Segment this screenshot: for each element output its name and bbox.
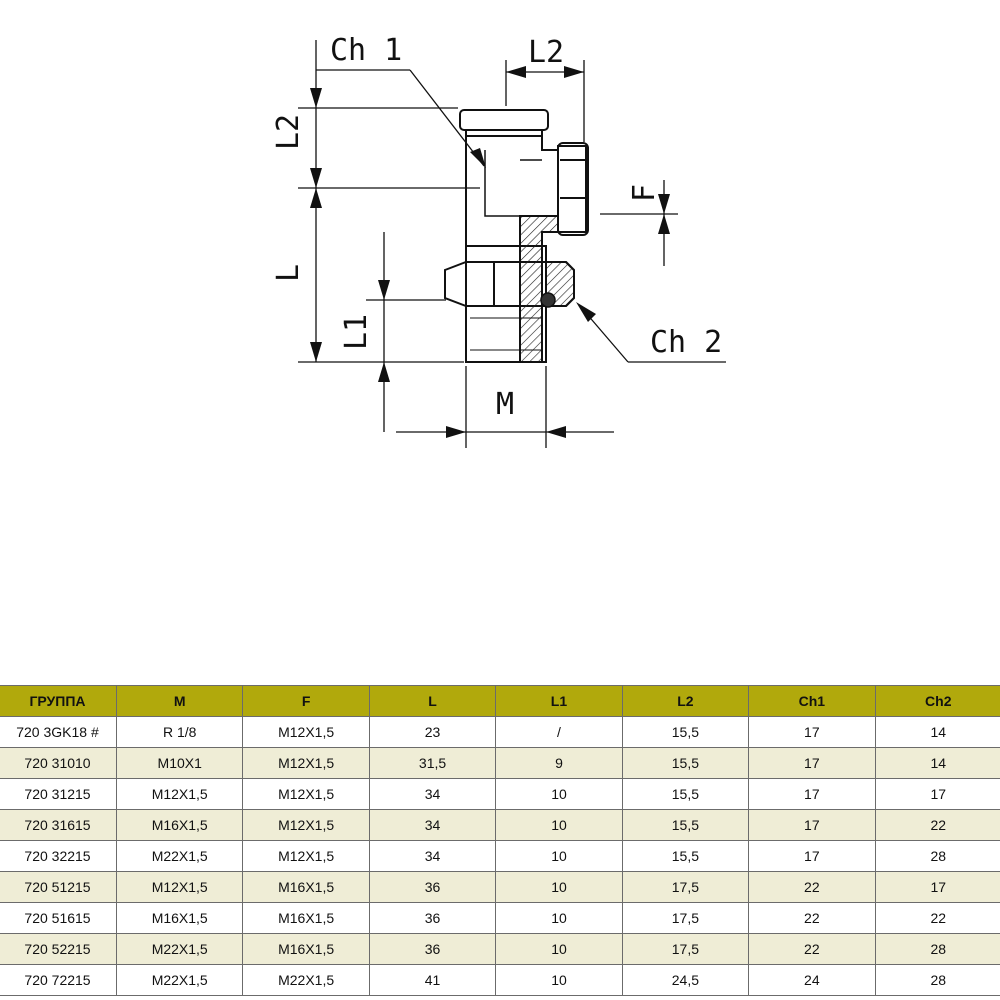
table-body	[0, 717, 1000, 996]
table-cell: M22X1,5	[243, 965, 369, 996]
table-header	[0, 686, 1000, 717]
table-cell: 17	[749, 841, 875, 872]
table-cell: 34	[369, 779, 495, 810]
column-header: ГРУППА	[0, 686, 117, 717]
table-cell: 17,5	[622, 934, 748, 965]
table-cell: 720 51215	[0, 872, 117, 903]
table-cell: 720 72215	[0, 965, 117, 996]
table-cell: 720 31215	[0, 779, 117, 810]
table-cell: 22	[749, 903, 875, 934]
table-cell: 17	[749, 748, 875, 779]
column-header: Ch1	[749, 686, 875, 717]
table-cell: 34	[369, 841, 495, 872]
f-label: F	[627, 183, 662, 202]
table-row	[0, 717, 1000, 748]
table-cell: M16X1,5	[243, 903, 369, 934]
table-cell: 15,5	[622, 748, 748, 779]
table-cell: 9	[496, 748, 622, 779]
table-cell: M12X1,5	[243, 748, 369, 779]
table-cell: M10X1	[117, 748, 243, 779]
table-row	[0, 779, 1000, 810]
table-cell: 31,5	[369, 748, 495, 779]
table-cell: 14	[875, 748, 1000, 779]
table-cell: M12X1,5	[117, 779, 243, 810]
table-cell: M12X1,5	[117, 872, 243, 903]
table-cell: 720 3GK18 #	[0, 717, 117, 748]
table-cell: 10	[496, 903, 622, 934]
table-cell: 10	[496, 779, 622, 810]
table-cell: 24	[749, 965, 875, 996]
table-cell: 10	[496, 810, 622, 841]
table-cell: M12X1,5	[243, 717, 369, 748]
dimension-arrows	[310, 66, 670, 438]
table-cell: 720 51615	[0, 903, 117, 934]
column-header: L1	[496, 686, 622, 717]
table-cell: 15,5	[622, 779, 748, 810]
column-header: L2	[622, 686, 748, 717]
table-cell: M12X1,5	[243, 841, 369, 872]
table-cell: 15,5	[622, 841, 748, 872]
fitting-technical-drawing	[0, 0, 1000, 470]
m-label: M	[496, 387, 515, 422]
l1-label: L1	[339, 313, 374, 350]
table-cell: 10	[496, 841, 622, 872]
table-cell: 22	[749, 872, 875, 903]
table-cell: 17	[749, 779, 875, 810]
ch1-label: Ch 1	[330, 33, 403, 68]
table-cell: M12X1,5	[243, 810, 369, 841]
column-header: F	[243, 686, 369, 717]
l2-left-label: L2	[271, 113, 306, 150]
table-cell: 28	[875, 934, 1000, 965]
table-cell: 36	[369, 903, 495, 934]
table-row	[0, 965, 1000, 996]
table-row	[0, 810, 1000, 841]
table-cell: 15,5	[622, 717, 748, 748]
table-cell: 15,5	[622, 810, 748, 841]
column-header: M	[117, 686, 243, 717]
table-cell: 41	[369, 965, 495, 996]
l2-top-label: L2	[528, 35, 565, 70]
table-row	[0, 872, 1000, 903]
table-cell: 34	[369, 810, 495, 841]
table-cell: 17,5	[622, 903, 748, 934]
table-cell: 720 32215	[0, 841, 117, 872]
table-cell: 10	[496, 965, 622, 996]
table-cell: 10	[496, 872, 622, 903]
table-cell: 17,5	[622, 872, 748, 903]
table-cell: M22X1,5	[117, 934, 243, 965]
table-cell: 23	[369, 717, 495, 748]
table-cell: 720 31010	[0, 748, 117, 779]
table-cell: R 1/8	[117, 717, 243, 748]
l-label: L	[271, 263, 306, 282]
table-cell: M16X1,5	[117, 903, 243, 934]
table-cell: M22X1,5	[117, 841, 243, 872]
table-cell: 720 52215	[0, 934, 117, 965]
table-cell: /	[496, 717, 622, 748]
table-cell: 17	[749, 810, 875, 841]
table-cell: 28	[875, 965, 1000, 996]
table-cell: 36	[369, 934, 495, 965]
table-cell: 17	[875, 779, 1000, 810]
table-row	[0, 748, 1000, 779]
fitting-body	[445, 110, 588, 362]
table-cell: M16X1,5	[117, 810, 243, 841]
table-cell: 28	[875, 841, 1000, 872]
table-cell: 17	[749, 717, 875, 748]
table-cell: M16X1,5	[243, 872, 369, 903]
specifications-table	[0, 685, 1000, 996]
column-header: L	[369, 686, 495, 717]
table-cell: 24,5	[622, 965, 748, 996]
table-cell: M22X1,5	[117, 965, 243, 996]
table-cell: 720 31615	[0, 810, 117, 841]
table-row	[0, 841, 1000, 872]
table-cell: 22	[875, 810, 1000, 841]
header-row	[0, 686, 1000, 717]
table-cell: 36	[369, 872, 495, 903]
column-header: Ch2	[875, 686, 1000, 717]
table-row	[0, 934, 1000, 965]
table-cell: M12X1,5	[243, 779, 369, 810]
table-cell: 22	[749, 934, 875, 965]
ch2-label: Ch 2	[650, 325, 723, 360]
table-cell: M16X1,5	[243, 934, 369, 965]
table-cell: 17	[875, 872, 1000, 903]
table-cell: 22	[875, 903, 1000, 934]
table-row	[0, 903, 1000, 934]
o-ring-icon	[541, 293, 555, 307]
table-cell: 10	[496, 934, 622, 965]
table-cell: 14	[875, 717, 1000, 748]
